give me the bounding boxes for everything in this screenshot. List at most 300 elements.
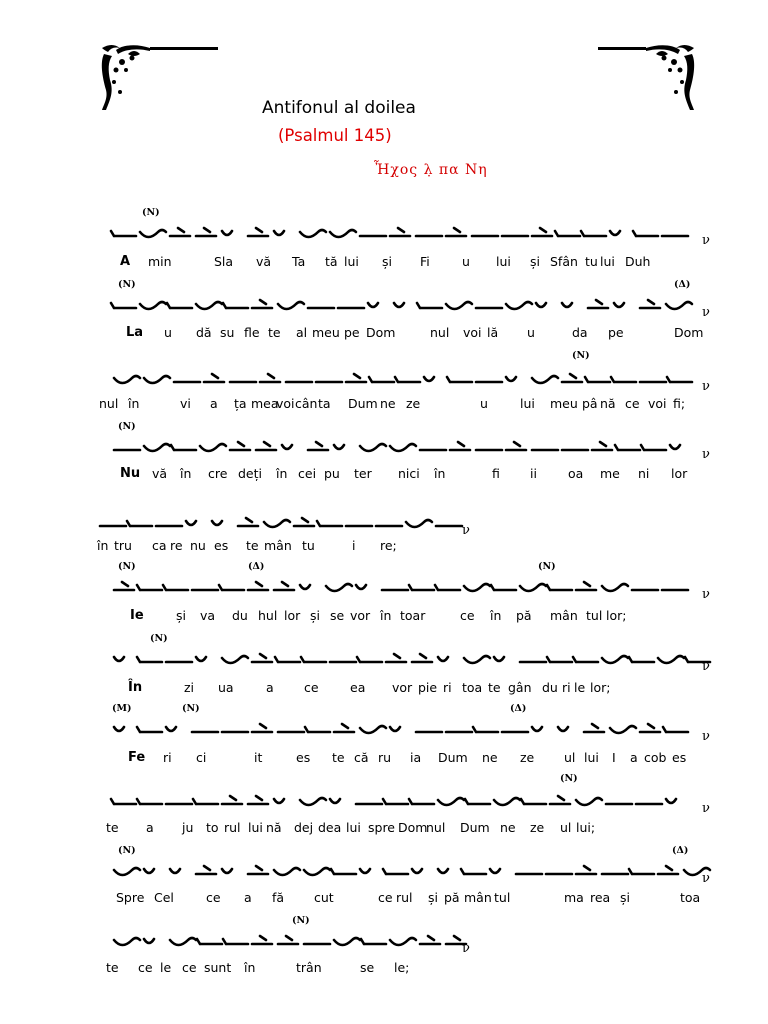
neume-glyph [585, 377, 610, 382]
martyria-mark: (N) [142, 207, 160, 218]
neume-glyph [446, 228, 466, 236]
neume-glyph [592, 442, 612, 450]
lyric-line [0, 608, 768, 628]
syllable: I [612, 750, 616, 765]
syllable: nul [430, 325, 450, 340]
syllable: nă [266, 820, 282, 835]
syllable: trân [296, 960, 322, 975]
syllable: zi [184, 680, 195, 695]
neume-glyph [274, 868, 300, 875]
neume-glyph [424, 377, 434, 381]
neume-glyph [326, 584, 352, 591]
martyria-mark: (Δ) [674, 279, 691, 290]
neume-glyph [163, 585, 188, 590]
martyria-sign: ν [702, 587, 710, 602]
neume-glyph [547, 585, 572, 590]
syllable: u [527, 325, 535, 340]
martyria-sign: ν [702, 233, 710, 248]
neume-glyph [200, 444, 226, 451]
syllable: pâ [582, 396, 598, 411]
neume-glyph [450, 442, 470, 450]
neume-glyph [256, 442, 276, 450]
syllable: ii [530, 466, 537, 481]
syllable: ia [410, 750, 422, 765]
neume-glyph [356, 585, 366, 589]
martyria-mark: (N) [150, 633, 168, 644]
syllable: toa [462, 680, 483, 695]
neume-glyph [111, 799, 136, 804]
martyria-mark: (N) [118, 279, 136, 290]
lyric-line [0, 680, 768, 700]
syllable: și [530, 254, 540, 269]
corner-ornament-left-icon [98, 40, 218, 112]
corner-ornament-right-icon [598, 40, 698, 112]
neume-glyph [390, 228, 410, 236]
syllable: lui [344, 254, 359, 269]
neume-glyph [610, 726, 636, 733]
syllable: le; [394, 960, 410, 975]
syllable: re; [380, 538, 397, 553]
syllable: A [120, 254, 131, 269]
syllable: pe [344, 325, 360, 340]
syllable: ma [564, 890, 584, 905]
syllable: și [382, 254, 392, 269]
neume-glyph [368, 303, 378, 307]
syllable: în [244, 960, 256, 975]
syllable: ea [350, 680, 366, 695]
syllable: Sla [214, 254, 234, 269]
neume-glyph [446, 302, 472, 309]
syllable: rul [224, 820, 241, 835]
syllable: lor [284, 608, 301, 623]
syllable: tul [586, 608, 603, 623]
martyria-mark: (N) [182, 703, 200, 714]
syllable: ri [562, 680, 571, 695]
syllable: tul [494, 890, 511, 905]
syllable: su [220, 325, 235, 340]
syllable: Dom [366, 325, 396, 340]
neume-glyph [357, 657, 382, 662]
neume-glyph [409, 585, 434, 590]
syllable: ci [196, 750, 207, 765]
syllable: ri [443, 680, 452, 695]
syllable: tu [302, 538, 315, 553]
neume-glyph [633, 231, 658, 236]
syllable: voi [276, 396, 295, 411]
neume-glyph [196, 657, 206, 661]
syllable: voi [648, 396, 667, 411]
syllable: ța [234, 396, 247, 411]
syllable: nă [600, 396, 616, 411]
neume-glyph [167, 303, 192, 308]
echos-label: Ἦχος λ̣ πα Νη [374, 162, 488, 178]
syllable: în [434, 466, 446, 481]
neume-glyph [114, 727, 124, 731]
neume-glyph [447, 377, 472, 382]
syllable: mân [264, 538, 292, 553]
neume-glyph [238, 518, 258, 526]
neume-glyph [611, 377, 636, 382]
neume-glyph [170, 869, 180, 873]
martyria-sign: ν [702, 379, 710, 394]
syllable: pe [608, 325, 624, 340]
syllable: meu [312, 325, 340, 340]
syllable: u [462, 254, 470, 269]
lyric-line [0, 960, 768, 980]
syllable: Dum [348, 396, 378, 411]
neume-glyph [614, 303, 624, 307]
neume-glyph [308, 442, 328, 450]
neume-glyph [521, 799, 546, 804]
neume-glyph [278, 936, 298, 944]
martyria-mark: (N) [538, 561, 556, 572]
syllable: mea [251, 396, 279, 411]
neume-glyph [334, 938, 360, 945]
neume-glyph [395, 377, 420, 382]
syllable: a [630, 750, 638, 765]
syllable: Ta [292, 254, 306, 269]
neume-glyph [275, 657, 300, 662]
syllable: în [276, 466, 288, 481]
syllable: te [332, 750, 345, 765]
martyria-mark: (Δ) [672, 845, 689, 856]
syllable: pu [324, 466, 340, 481]
neume-glyph [360, 726, 386, 733]
syllable: cre [208, 466, 228, 481]
neume-glyph [274, 582, 294, 590]
neume-glyph [219, 585, 244, 590]
neume-glyph [547, 657, 572, 662]
neume-glyph [114, 868, 140, 875]
neume-glyph [300, 230, 326, 237]
syllable: ce [378, 890, 393, 905]
syllable: ca [152, 538, 167, 553]
syllable: dej [294, 820, 314, 835]
martyria-sign: ν [462, 523, 470, 538]
neume-glyph [274, 231, 284, 235]
neume-glyph [248, 228, 268, 236]
martyria-sign: ν [702, 659, 710, 674]
syllable: Sfân [550, 254, 578, 269]
syllable: nul [426, 820, 446, 835]
syllable: ru [378, 750, 392, 765]
syllable: ne [380, 396, 396, 411]
syllable: vor [350, 608, 371, 623]
neume-glyph [615, 445, 640, 450]
page-title: Antifonul al doilea [262, 98, 416, 118]
neume-glyph [252, 300, 272, 308]
syllable: te [106, 820, 119, 835]
neume-glyph [640, 724, 660, 732]
syllable: în [180, 466, 192, 481]
neume-glyph [532, 228, 552, 236]
syllable: u [164, 325, 172, 340]
martyria-mark: (Δ) [248, 561, 265, 572]
lyric-line [0, 890, 768, 910]
martyria-mark: (N) [560, 773, 578, 784]
syllable: În [128, 680, 143, 695]
syllable: și [176, 608, 186, 623]
neume-glyph [137, 585, 162, 590]
neume-glyph [666, 799, 676, 803]
syllable: ce [304, 680, 319, 695]
syllable: cob [644, 750, 667, 765]
syllable: dea [318, 820, 342, 835]
syllable: ta [318, 396, 331, 411]
syllable: al [296, 325, 308, 340]
syllable: lui [346, 820, 361, 835]
neume-glyph [186, 521, 196, 525]
neume-glyph [494, 657, 504, 661]
neume-glyph [196, 228, 216, 236]
neume-glyph [111, 303, 136, 308]
neume-glyph [346, 374, 366, 382]
neume-glyph [464, 584, 490, 591]
neume-glyph [435, 585, 460, 590]
syllable: în [490, 608, 502, 623]
neume-glyph [300, 798, 326, 805]
syllable: a [146, 820, 154, 835]
neume-glyph [386, 654, 406, 662]
neume-glyph [555, 231, 580, 236]
syllable: ce [182, 960, 197, 975]
syllable: fle [244, 325, 260, 340]
neume-glyph [417, 303, 442, 308]
syllable: ne [482, 750, 498, 765]
martyria-mark: (N) [572, 350, 590, 361]
neume-glyph [412, 654, 432, 662]
neume-line-3 [92, 352, 722, 400]
syllable: nu [190, 538, 206, 553]
syllable: te [106, 960, 119, 975]
syllable: du [232, 608, 248, 623]
neume-glyph [602, 656, 628, 663]
neume-glyph [144, 939, 154, 943]
neume-glyph [576, 582, 596, 590]
neume-glyph [641, 445, 666, 450]
neume-line-5 [92, 496, 722, 544]
martyria-sign: ν [702, 801, 710, 816]
syllable: vi [180, 396, 191, 411]
lyric-line [0, 750, 768, 770]
neume-glyph [536, 303, 546, 307]
syllable: cut [314, 890, 334, 905]
syllable: lă [487, 325, 499, 340]
syllable: du [542, 680, 558, 695]
neume-glyph [222, 796, 242, 804]
neume-glyph [252, 936, 272, 944]
lyric-line [0, 254, 768, 274]
martyria-sign: ν [702, 447, 710, 462]
syllable: fă [272, 890, 285, 905]
syllable: ju [182, 820, 194, 835]
neume-glyph [264, 520, 290, 527]
neume-glyph [663, 727, 688, 732]
neume-glyph [506, 377, 516, 381]
syllable: Ie [130, 608, 144, 623]
syllable: în [128, 396, 140, 411]
neume-glyph [193, 799, 218, 804]
syllable: min [148, 254, 172, 269]
neume-glyph [144, 444, 170, 451]
syllable: Dum [460, 820, 490, 835]
syllable: le [160, 960, 172, 975]
martyria-sign: ν [702, 729, 710, 744]
lyric-line [0, 325, 768, 345]
syllable: în [97, 538, 109, 553]
syllable: tu [585, 254, 598, 269]
neume-glyph [390, 444, 416, 451]
neume-glyph [464, 656, 490, 663]
neume-glyph [494, 798, 520, 805]
syllable: lui [520, 396, 535, 411]
syllable: Nu [120, 466, 141, 481]
neume-glyph [390, 938, 416, 945]
syllable: to [206, 820, 219, 835]
syllable: ce [625, 396, 640, 411]
neume-glyph [666, 302, 692, 309]
syllable: dă [196, 325, 212, 340]
neume-glyph [658, 656, 684, 663]
neume-glyph [248, 796, 268, 804]
neume-glyph [409, 799, 434, 804]
syllable: în [380, 608, 392, 623]
neume-glyph [383, 869, 408, 874]
neume-glyph [282, 445, 292, 449]
neume-glyph [506, 302, 532, 309]
lyric-line [0, 820, 768, 840]
neume-glyph [629, 869, 654, 874]
syllable: es [296, 750, 311, 765]
syllable: rea [590, 890, 611, 905]
syllable: ze [520, 750, 535, 765]
syllable: re [170, 538, 183, 553]
neume-glyph [465, 799, 490, 804]
neume-glyph [406, 520, 432, 527]
syllable: Cel [154, 890, 174, 905]
neume-glyph [562, 303, 572, 307]
neume-glyph [252, 654, 272, 662]
neume-glyph [330, 799, 340, 803]
martyria-mark: (N) [118, 561, 136, 572]
syllable: oa [568, 466, 584, 481]
neume-glyph [334, 724, 354, 732]
neume-glyph [576, 866, 596, 874]
neume-glyph [197, 939, 222, 944]
neume-glyph [412, 869, 422, 873]
neume-glyph [573, 657, 598, 662]
syllable: fi [492, 466, 500, 481]
neume-glyph [390, 727, 400, 731]
syllable: Fi [420, 254, 430, 269]
neume-glyph [369, 377, 394, 382]
neume-glyph [305, 727, 330, 732]
neume-glyph [558, 727, 568, 731]
neume-glyph [114, 938, 140, 945]
neume-glyph [248, 866, 268, 874]
syllable: spre [368, 820, 396, 835]
syllable: es [214, 538, 229, 553]
syllable: ter [354, 466, 372, 481]
syllable: le [574, 680, 586, 695]
neume-glyph [562, 374, 582, 382]
syllable: tru [114, 538, 132, 553]
syllable: va [200, 608, 216, 623]
syllable: și [428, 890, 438, 905]
neume-glyph [438, 869, 448, 873]
neume-glyph [361, 939, 386, 944]
syllable: lor; [590, 680, 611, 695]
neume-glyph [230, 442, 250, 450]
neume-glyph [520, 584, 546, 591]
neume-glyph [137, 799, 162, 804]
syllable: Dom [674, 325, 704, 340]
syllable: lui; [576, 820, 596, 835]
syllable: pă [444, 890, 460, 905]
neume-glyph [490, 869, 500, 873]
neume-glyph [114, 376, 140, 383]
page-subtitle: (Psalmul 145) [278, 126, 392, 145]
neume-glyph [223, 939, 248, 944]
syllable: pă [516, 608, 532, 623]
syllable: me [600, 466, 620, 481]
neume-glyph [304, 868, 330, 875]
neume-glyph [360, 444, 386, 451]
neume-line-9 [92, 774, 722, 822]
neume-glyph [360, 869, 370, 873]
syllable: vor [392, 680, 413, 695]
syllable: rul [396, 890, 413, 905]
neume-glyph [330, 230, 356, 237]
neume-glyph [252, 724, 272, 732]
neume-glyph [658, 866, 678, 874]
neume-glyph [602, 584, 628, 591]
syllable: meu [550, 396, 578, 411]
neume-line-4 [92, 420, 722, 468]
syllable: ne [500, 820, 516, 835]
neume-glyph [667, 377, 692, 382]
syllable: La [126, 325, 144, 340]
neume-glyph [670, 445, 680, 449]
syllable: Dum [438, 750, 468, 765]
neume-glyph [438, 798, 464, 805]
martyria-mark: (M) [112, 703, 132, 714]
syllable: și [620, 890, 630, 905]
neume-glyph [111, 231, 136, 236]
syllable: vă [256, 254, 272, 269]
neume-line-6 [92, 560, 722, 608]
neume-glyph [222, 869, 232, 873]
syllable: mân [464, 890, 492, 905]
neume-glyph [196, 866, 216, 874]
syllable: și [310, 608, 320, 623]
syllable: da [572, 325, 588, 340]
martyria-sign: ν [702, 305, 710, 320]
syllable: ua [218, 680, 234, 695]
neume-glyph [629, 657, 654, 662]
syllable: se [360, 960, 375, 975]
syllable: ri [163, 750, 172, 765]
syllable: sunt [204, 960, 232, 975]
neume-line-10 [92, 844, 722, 892]
neume-line-2 [92, 278, 722, 326]
neume-glyph [144, 376, 170, 383]
lyric-line [0, 538, 768, 558]
neume-glyph [127, 521, 152, 526]
neume-glyph [383, 799, 408, 804]
syllable: pie [418, 680, 438, 695]
neume-glyph [260, 374, 280, 382]
